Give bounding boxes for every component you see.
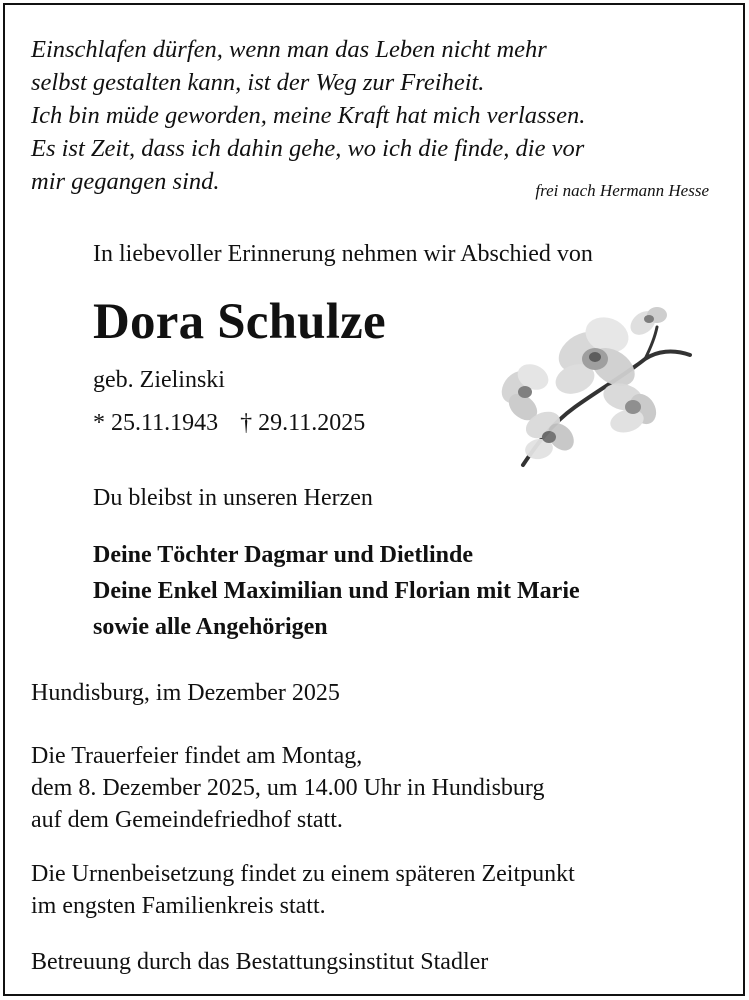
deceased-name: Dora Schulze (93, 294, 386, 350)
poem-attribution: frei nach Hermann Hesse (535, 181, 709, 200)
urn-line: Die Urnenbeisetzung findet zu einem späteren Zeitpunkt (31, 861, 575, 887)
memory-line: Du bleibst in unseren Herzen (93, 485, 373, 511)
urn-notice (31, 858, 575, 922)
funeral-line: dem 8. Dezember 2025, um 14.00 Uhr in Hundisburg (31, 775, 545, 801)
mourner-line: Deine Töchter Dagmar und Dietlinde (93, 542, 474, 568)
mourner-line: sowie alle Angehörigen (93, 614, 328, 640)
obituary-notice (3, 3, 745, 996)
mourners-list (93, 537, 580, 645)
place-date: Hundisburg, im Dezember 2025 (31, 680, 340, 706)
funeral-line: auf dem Gemeindefriedhof statt. (31, 807, 343, 833)
funeral-line: Die Trauerfeier findet am Montag, (31, 743, 363, 769)
urn-line: im engsten Familienkreis statt. (31, 893, 326, 919)
poem-line: selbst gestalten kann, ist der Weg zur Freiheit. (31, 69, 485, 96)
birth-name: geb. Zielinski (93, 367, 225, 393)
birth-date: * 25.11.1943 (93, 410, 219, 436)
funeral-notice (31, 740, 544, 836)
poem (31, 33, 721, 198)
intro-text: In liebevoller Erinnerung nehmen wir Abschied von (93, 241, 593, 267)
poem-line: Einschlafen dürfen, wenn man das Leben nicht mehr (31, 36, 547, 63)
undertaker-line: Betreuung durch das Bestattungsinstitut Stadler (31, 949, 489, 975)
mourner-line: Deine Enkel Maximilian und Florian mit Marie (93, 578, 580, 604)
orchid-icon (495, 297, 695, 469)
death-date: † 29.11.2025 (240, 410, 366, 436)
life-dates (93, 410, 365, 437)
poem-line: mir gegangen sind. (31, 168, 220, 195)
poem-line: Es ist Zeit, dass ich dahin gehe, wo ich die finde, die vor (31, 135, 585, 162)
poem-line: Ich bin müde geworden, meine Kraft hat mich verlassen. (31, 102, 586, 129)
